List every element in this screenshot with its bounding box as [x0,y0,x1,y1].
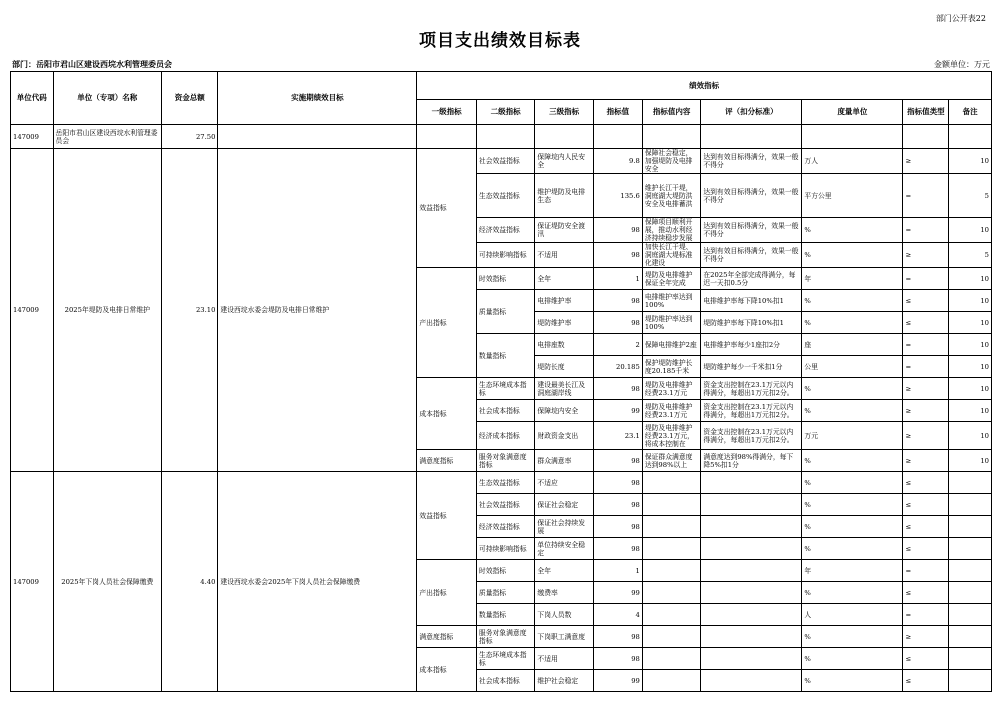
remark-cell: 10 [949,450,992,472]
level3-cell: 财政资金支出 [535,422,594,450]
level3-cell: 单位持续安全稳定 [535,538,594,560]
header-goal: 实施期绩效目标 [218,72,417,125]
level2-cell: 可持续影响指标 [476,243,535,268]
unit-summary-row [11,125,992,149]
value-type-cell: ≥ [903,243,949,268]
value-type-cell: ≥ [903,422,949,450]
level2-cell: 时效指标 [476,268,535,290]
project-name-cell: 2025年下岗人员社会保障缴费 [53,472,162,692]
value-type-cell: ≤ [903,290,949,312]
value-type-cell: = [903,174,949,218]
content-cell [642,450,701,472]
content-text: 堤防及电排维护保证全年完成 [644,270,693,287]
measure-unit-cell: 万人 [802,149,903,174]
unit-code-cell: 147009 [11,125,54,149]
empty-cell [701,125,802,149]
value-type-cell: = [903,356,949,378]
value-cell: 1 [593,268,642,290]
empty-cell [417,125,477,149]
header-value-type: 指标值类型 [903,100,949,125]
unit-funds-cell: 27.50 [162,125,218,149]
remark-cell [949,560,992,582]
empty-cell [802,125,903,149]
content-text: 加快长江干堤、洞庭湖大堤标准化建设 [644,243,693,267]
remark-cell [949,648,992,670]
value-type-cell: ≤ [903,538,949,560]
content-cell [642,582,701,604]
page-title: 项目支出绩效目标表 [419,31,581,51]
level1-cell: 效益指标 [417,149,477,268]
level3-cell: 保障垸内安全 [535,400,594,422]
content-cell [642,538,701,560]
remark-cell: 10 [949,290,992,312]
scoring-cell: 资金支出控制在23.1万元以内得满分，每超出1万元扣2分。 [701,422,802,450]
level3-cell: 保证社会稳定 [535,494,594,516]
project-funds-cell: 23.10 [162,149,218,472]
value-cell: 98 [593,494,642,516]
scoring-cell [701,670,802,692]
measure-unit-cell: % [802,494,903,516]
content-cell [642,312,701,334]
content-cell [642,560,701,582]
remark-cell: 10 [949,149,992,174]
scoring-cell [701,648,802,670]
scoring-cell [701,560,802,582]
header-measure-unit: 度量单位 [802,100,903,125]
header-indicators: 绩效指标 [417,72,992,100]
value-type-cell: = [903,334,949,356]
scoring-cell: 堤防维护率每下降10%扣1 [701,312,802,334]
measure-unit-cell: % [802,626,903,648]
table-number-label: 部门公开表22 [935,14,986,23]
content-cell [642,604,701,626]
value-cell: 98 [593,450,642,472]
indicator-row [11,149,992,174]
content-cell [642,400,701,422]
scoring-cell [701,494,802,516]
header-unit-name: 单位（专项）名称 [53,72,162,125]
remark-cell: 10 [949,400,992,422]
level3-cell: 电排维护率 [535,290,594,312]
content-text: 电排维护率达到100% [644,292,693,309]
level2-cell: 服务对象满意度指标 [476,626,535,648]
measure-unit-cell: % [802,400,903,422]
scoring-cell [701,604,802,626]
content-cell [642,494,701,516]
value-type-cell: ≤ [903,516,949,538]
measure-unit-cell: % [802,538,903,560]
level3-cell: 全年 [535,268,594,290]
scoring-cell [701,626,802,648]
value-cell: 23.1 [593,422,642,450]
level3-cell: 保证社会持续发展 [535,516,594,538]
level2-cell: 服务对象满意度指标 [476,450,535,472]
measure-unit-cell: 公里 [802,356,903,378]
value-cell: 4 [593,604,642,626]
remark-cell: 10 [949,268,992,290]
remark-cell [949,604,992,626]
header-unit-code: 单位代码 [11,72,54,125]
content-text: 保护堤防维护长度20.185千米 [644,358,693,375]
level3-cell: 不适用 [535,243,594,268]
measure-unit-cell: % [802,378,903,400]
measure-unit-cell: 年 [802,560,903,582]
scoring-cell [701,538,802,560]
indicator-row [11,472,992,494]
measure-unit-cell: % [802,218,903,243]
value-type-cell: ≥ [903,149,949,174]
measure-unit-cell: % [802,516,903,538]
content-text: 堤防及电排维护经费23.1万元，将成本控制在 [644,423,694,448]
level3-cell: 维护堤防及电排生态 [535,174,594,218]
remark-cell [949,670,992,692]
level2-cell: 生态环境成本指标 [476,378,535,400]
value-type-cell: ≥ [903,378,949,400]
content-text: 保障电排维护2座 [644,340,697,349]
scoring-cell: 资金支出控制在23.1万元以内得满分，每超出1万元扣2分。 [701,400,802,422]
value-type-cell: ≥ [903,400,949,422]
value-cell: 20.185 [593,356,642,378]
level2-cell: 数量指标 [476,334,535,378]
level3-cell: 不适用 [535,648,594,670]
scoring-cell [701,516,802,538]
level2-cell: 生态环境成本指标 [476,648,535,670]
value-cell: 98 [593,312,642,334]
empty-cell [642,125,701,149]
value-type-cell: ≤ [903,670,949,692]
remark-cell [949,582,992,604]
measure-unit-cell: % [802,290,903,312]
content-text: 堤防及电排维护经费23.1万元 [644,402,693,419]
value-cell: 99 [593,582,642,604]
value-cell: 98 [593,243,642,268]
level1-cell: 成本指标 [417,378,477,450]
scoring-cell: 在2025年全部完成得满分，每迟一天扣0.5分 [701,268,802,290]
value-cell: 9.8 [593,149,642,174]
level2-cell: 社会效益指标 [476,494,535,516]
remark-cell [949,494,992,516]
content-cell [642,626,701,648]
value-type-cell: ≥ [903,626,949,648]
content-cell [642,422,701,450]
content-cell [642,356,701,378]
scoring-cell [701,582,802,604]
scoring-cell: 达到有效目标得满分，效果一般不得分 [701,174,802,218]
measure-unit-cell: % [802,670,903,692]
level2-cell: 质量指标 [476,290,535,334]
measure-unit-cell: % [802,243,903,268]
project-code-cell: 147009 [11,149,54,472]
level1-cell: 满意度指标 [417,450,477,472]
level1-cell: 产出指标 [417,560,477,626]
level1-cell: 产出指标 [417,268,477,378]
measure-unit-cell: 平方公里 [802,174,903,218]
remark-cell: 5 [949,243,992,268]
remark-cell [949,472,992,494]
value-cell: 98 [593,472,642,494]
scoring-cell: 达到有效目标得满分，效果一般不得分 [701,218,802,243]
scoring-cell [701,472,802,494]
measure-unit-cell: 人 [802,604,903,626]
level2-cell: 社会成本指标 [476,670,535,692]
content-cell [642,334,701,356]
remark-cell: 5 [949,174,992,218]
remark-cell [949,516,992,538]
empty-cell [593,125,642,149]
value-cell: 98 [593,218,642,243]
level2-cell: 社会效益指标 [476,149,535,174]
empty-cell [476,125,535,149]
level3-cell: 全年 [535,560,594,582]
measure-unit-cell: % [802,582,903,604]
level3-cell: 保障垸内人民安全 [535,149,594,174]
value-type-cell: = [903,268,949,290]
scoring-cell: 达到有效目标得满分，效果一般不得分 [701,149,802,174]
content-text: 保障社会稳定，加强堤防及电排安全 [644,149,693,173]
header-content: 指标值内容 [642,100,701,125]
value-cell: 98 [593,378,642,400]
value-type-cell: ≤ [903,312,949,334]
performance-goal-table [10,71,992,692]
level3-cell: 建设最美长江及洞庭湖岸线 [535,378,594,400]
level2-cell: 生态效益指标 [476,472,535,494]
header-total-funds: 资金总额 [162,72,218,125]
value-cell: 98 [593,538,642,560]
scoring-cell: 达到有效目标得满分，效果一般不得分 [701,243,802,268]
content-cell [642,648,701,670]
level3-cell: 缴费率 [535,582,594,604]
content-text: 保障项目顺利开展，推动水利经济持续稳步发展 [644,218,693,242]
content-cell [642,378,701,400]
content-cell [642,218,701,243]
level2-cell: 经济效益指标 [476,218,535,243]
level2-cell: 数量指标 [476,604,535,626]
remark-cell: 10 [949,312,992,334]
level3-cell: 群众满意率 [535,450,594,472]
measure-unit-cell: 年 [802,268,903,290]
level1-cell: 效益指标 [417,472,477,560]
content-cell [642,268,701,290]
scoring-cell: 满意度达到98%得满分，每下降5%扣1分 [701,450,802,472]
level2-cell: 时效指标 [476,560,535,582]
level2-cell: 经济效益指标 [476,516,535,538]
value-cell: 99 [593,670,642,692]
project-code-cell: 147009 [11,472,54,692]
measure-unit-cell: % [802,450,903,472]
content-cell [642,516,701,538]
value-type-cell: = [903,560,949,582]
value-type-cell: = [903,218,949,243]
scoring-cell: 资金支出控制在23.1万元以内得满分，每超出1万元扣2分。 [701,378,802,400]
measure-unit-cell: 万元 [802,422,903,450]
remark-cell [949,626,992,648]
value-type-cell: ≤ [903,582,949,604]
content-text: 维护长江干堤，洞庭湖大堤防洪安全及电排蓄洪 [644,183,693,208]
empty-cell [535,125,594,149]
remark-cell: 10 [949,378,992,400]
level2-cell: 社会成本指标 [476,400,535,422]
value-cell: 2 [593,334,642,356]
value-type-cell: ≤ [903,494,949,516]
department-label: 部门：岳阳市君山区建设西垸水利管理委员会 [12,59,172,69]
empty-cell [218,125,417,149]
level3-cell: 堤防长度 [535,356,594,378]
level2-cell: 生态效益指标 [476,174,535,218]
project-funds-cell: 4.40 [162,472,218,692]
value-cell: 98 [593,516,642,538]
value-cell: 1 [593,560,642,582]
level3-cell: 保证堤防安全渡汛 [535,218,594,243]
level3-cell: 电排座数 [535,334,594,356]
unit-name-cell: 岳阳市君山区建设西垸水利管理委员会 [53,125,162,149]
amount-unit-label: 金额单位：万元 [934,60,990,69]
level1-cell: 满意度指标 [417,626,477,648]
level3-cell: 维护社会稳定 [535,670,594,692]
level2-cell: 质量指标 [476,582,535,604]
measure-unit-cell: 座 [802,334,903,356]
empty-cell [903,125,949,149]
header-remark: 备注 [949,100,992,125]
level2-cell: 可持续影响指标 [476,538,535,560]
header-level2: 二级指标 [476,100,535,125]
remark-cell: 10 [949,218,992,243]
content-text: 堤防及电排维护经费23.1万元 [644,380,693,397]
header-scoring: 评（扣分标准） [701,100,802,125]
content-cell [642,472,701,494]
project-goal-cell: 建设西垸水委会堤防及电排日常维护 [218,149,417,472]
level3-cell: 下岗职工满意度 [535,626,594,648]
level3-cell: 不适应 [535,472,594,494]
measure-unit-cell: % [802,472,903,494]
content-cell [642,290,701,312]
content-cell [642,243,701,268]
level3-cell: 下岗人员数 [535,604,594,626]
level2-cell: 经济成本指标 [476,422,535,450]
remark-cell: 10 [949,422,992,450]
measure-unit-cell: % [802,648,903,670]
content-cell [642,670,701,692]
content-cell [642,174,701,218]
level3-cell: 堤防维护率 [535,312,594,334]
header-level3: 三级指标 [535,100,594,125]
content-cell [642,149,701,174]
remark-cell: 10 [949,334,992,356]
remark-cell [949,538,992,560]
value-cell: 98 [593,290,642,312]
value-cell: 98 [593,626,642,648]
project-goal-cell: 建设西垸水委会2025年下岗人员社会保障缴费 [218,472,417,692]
value-type-cell: ≥ [903,450,949,472]
value-type-cell: ≤ [903,472,949,494]
header-level1: 一级指标 [417,100,477,125]
header-value: 指标值 [593,100,642,125]
project-name-cell: 2025年堤防及电排日常维护 [53,149,162,472]
content-text: 保证群众满意度达到98%以上 [644,452,693,469]
value-cell: 99 [593,400,642,422]
value-type-cell: = [903,604,949,626]
remark-cell: 10 [949,356,992,378]
value-cell: 98 [593,648,642,670]
scoring-cell: 电排维护率每下降10%扣1 [701,290,802,312]
level1-cell: 成本指标 [417,648,477,692]
value-type-cell: ≤ [903,648,949,670]
content-text: 堤防维护率达到100% [644,314,693,331]
value-cell: 135.6 [593,174,642,218]
scoring-cell: 电排维护率每少1座扣2分 [701,334,802,356]
empty-cell [949,125,992,149]
scoring-cell: 堤防维护每少一千米扣1分 [701,356,802,378]
measure-unit-cell: % [802,312,903,334]
